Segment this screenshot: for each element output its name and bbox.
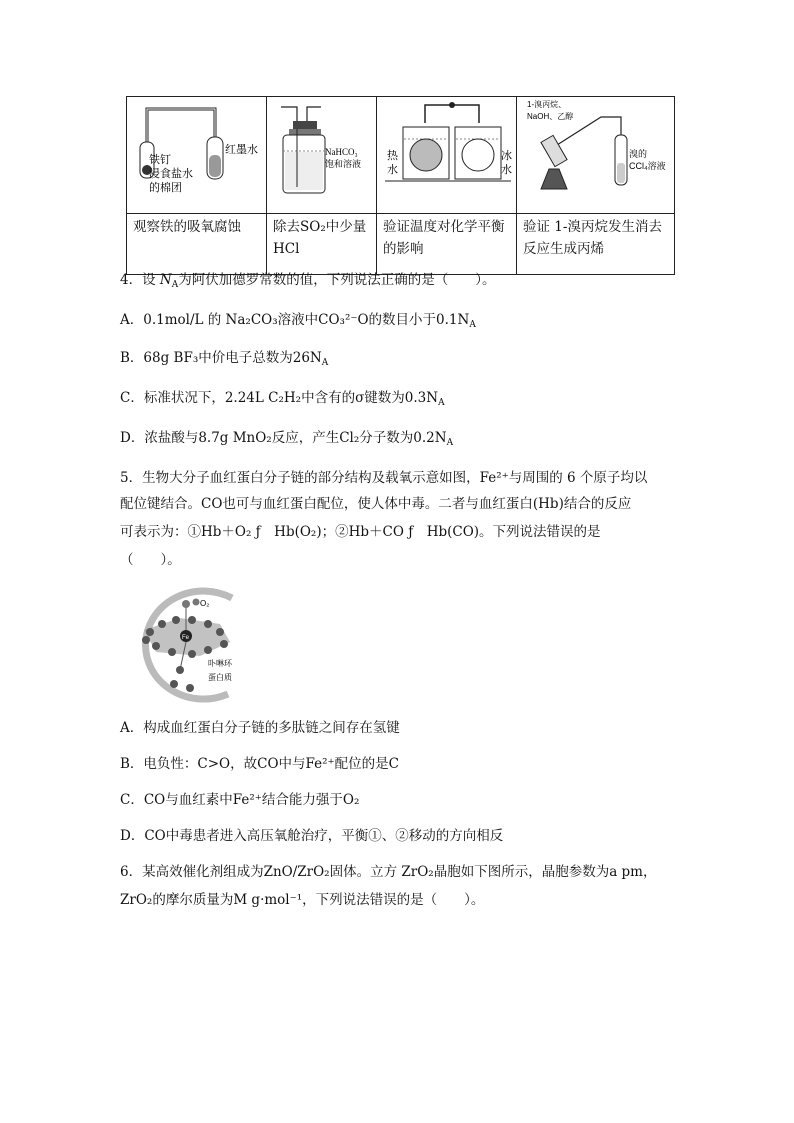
fig-porphyrin: 卟啉环 — [208, 659, 232, 668]
q5-option-a: A．构成血红蛋白分子链的多肽链之间存在氢键 — [120, 720, 400, 736]
label-cotton: 浸食盐水 — [149, 168, 193, 180]
q6-stem-2: ZrO₂的摩尔质量为M g·mol⁻¹，下列说法错误的是（ ）。 — [120, 892, 485, 908]
label-ice-water: 水 — [501, 164, 512, 176]
experiment-table — [126, 96, 675, 275]
label-hot-water: 水 — [387, 164, 398, 176]
q4-d-sub: A — [446, 438, 454, 448]
q4-stem-pre: 4．设 — [120, 272, 160, 288]
q4-c-text: C．标准状况下，2.24L C₂H₂中含有的σ键数为0.3N — [120, 390, 439, 406]
label-nail: 铁钉 — [149, 154, 171, 166]
label-naoh-ethanol: NaOH、乙醇 — [527, 112, 574, 121]
q5-stem-1: 5．生物大分子血红蛋白分子链的部分结构及载氧示意如图，Fe²⁺与周围的 6 个原子均以 — [120, 470, 648, 486]
label-saturated: 饱和溶液 — [325, 159, 362, 169]
hemoglobin-figure — [120, 584, 250, 704]
q5-option-b: B．电负性：C>O，故CO中与Fe²⁺配位的是C — [120, 756, 400, 772]
q4-stem — [120, 270, 495, 295]
diagram-gas-washing — [267, 97, 377, 214]
q6-stem-1: 6．某高效催化剂组成为ZnO/ZrO₂固体。立方 ZrO₂晶胞如下图所示，晶胞参数为a pm， — [120, 864, 657, 880]
label-ccl4: CCl₄溶液 — [629, 161, 666, 171]
q5-stem-4: （ ）。 — [120, 552, 181, 568]
label-ice: 冰 — [501, 150, 512, 162]
diagram-temperature-equilibrium — [377, 97, 517, 214]
q4-a-sub: A — [469, 320, 476, 330]
fig-fe: Fe — [182, 635, 190, 641]
q4-option-d — [120, 428, 453, 453]
q4-stem-post: 为阿伏加德罗常数的值，下列说法正确的是（ ）。 — [178, 272, 496, 288]
label-hot: 热 — [387, 150, 398, 162]
fig-protein: 蛋白质 — [208, 673, 232, 682]
caption-1: 观察铁的吸氧腐蚀 — [127, 214, 267, 275]
q4-option-a — [120, 310, 476, 335]
label-bromopropane: 1-溴丙烷、 — [527, 100, 567, 109]
q5-option-c: C．CO与血红素中Fe²⁺结合能力强于O₂ — [120, 792, 360, 808]
q5-stem-3: 可表示为：①Hb＋O₂ ƒ Hb(O₂)；②Hb＋CO ƒ Hb(CO)。下列说法错误的是 — [120, 524, 601, 540]
label-cotton-2: 的棉团 — [149, 182, 182, 194]
q4-na-sub: A — [171, 280, 179, 290]
q4-a-text: A．0.1mol/L 的 Na₂CO₃溶液中CO₃²⁻O的数目小于0.1N — [120, 312, 470, 328]
diagram-iron-corrosion — [127, 97, 267, 214]
caption-2: 除去SO₂中少量HCl — [267, 214, 377, 275]
q4-d-text: D．浓盐酸与8.7g MnO₂反应，产生Cl₂分子数为0.2N — [120, 430, 447, 446]
label-bromine: 溴的 — [629, 149, 648, 159]
label-nahco3: NaHCO₃ — [325, 147, 358, 157]
fig-o2: O₂ — [200, 599, 210, 608]
caption-3: 验证温度对化学平衡的影响 — [377, 214, 517, 275]
q4-b-sub: A — [321, 358, 329, 368]
q5-option-d: D．CO中毒患者进入高压氧舱治疗，平衡①、②移动的方向相反 — [120, 828, 504, 844]
q4-b-text: B．68g BF₃中价电子总数为26N — [120, 350, 322, 366]
label-ink: 红墨水 — [225, 144, 258, 156]
q4-option-c — [120, 388, 445, 413]
q4-option-b — [120, 348, 328, 373]
caption-4: 验证 1-溴丙烷发生消去反应生成丙烯 — [517, 214, 675, 275]
q4-c-sub: A — [438, 398, 445, 408]
q4-na: N — [159, 272, 172, 288]
q5-stem-2: 配位键结合。CO也可与血红蛋白配位，使人体中毒。二者与血红蛋白(Hb)结合的反应 — [120, 496, 632, 512]
diagram-elimination-reaction — [517, 97, 675, 214]
